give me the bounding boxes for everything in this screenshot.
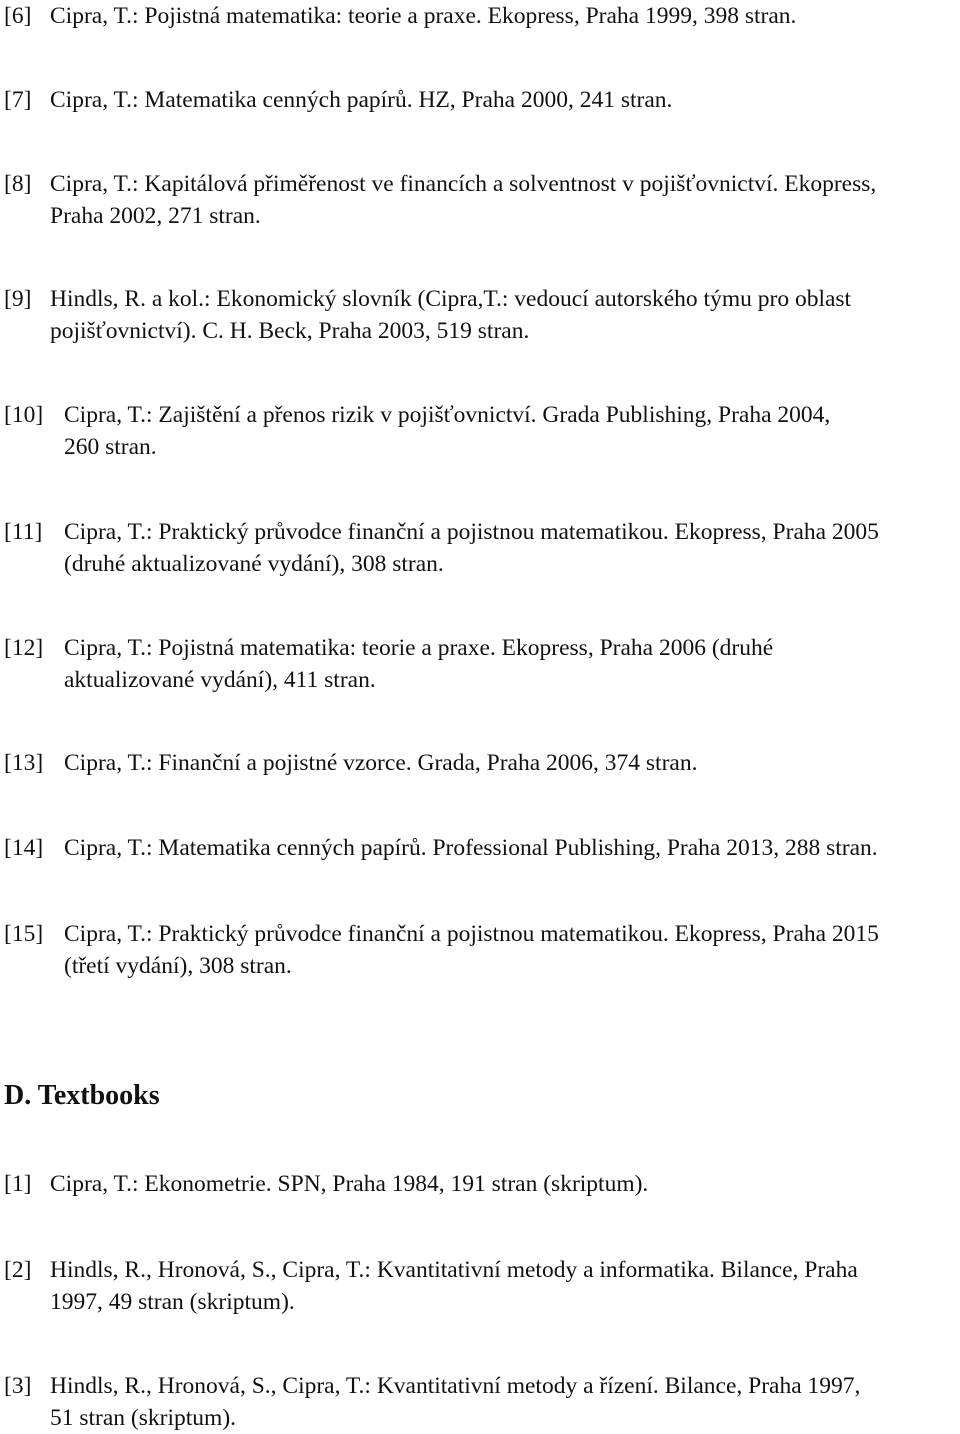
reference-number: [2] xyxy=(4,1257,32,1283)
textbook-item-2 xyxy=(4,1254,956,1318)
reference-text xyxy=(50,84,956,116)
reference-text xyxy=(64,632,956,696)
reference-line: Cipra, T.: Matematika cenných papírů. Professional Publishing, Praha 2013, 288 stran. xyxy=(64,835,878,861)
reference-line: Hindls, R., Hronová, S., Cipra, T.: Kvantitativní metody a informatika. Bilance, Praha xyxy=(50,1257,858,1283)
reference-text xyxy=(50,168,956,232)
reference-item-6 xyxy=(4,0,956,32)
reference-text xyxy=(64,747,956,779)
reference-number: [6] xyxy=(4,3,32,29)
reference-number: [13] xyxy=(4,750,44,776)
textbook-item-3 xyxy=(4,1370,956,1434)
reference-item-8 xyxy=(4,168,956,232)
reference-item-10 xyxy=(4,399,956,463)
reference-line: aktualizované vydání), 411 stran. xyxy=(64,667,376,693)
reference-line: Cipra, T.: Matematika cenných papírů. HZ, Praha 2000, 241 stran. xyxy=(50,87,673,113)
reference-line: Cipra, T.: Praktický průvodce finanční a pojistnou matematikou. Ekopress, Praha 2005 xyxy=(64,519,879,545)
reference-line: Cipra, T.: Pojistná matematika: teorie a praxe. Ekopress, Praha 1999, 398 stran. xyxy=(50,3,797,29)
reference-text xyxy=(50,1168,956,1200)
reference-number: [10] xyxy=(4,402,44,428)
reference-line: 260 stran. xyxy=(64,434,157,460)
reference-item-7 xyxy=(4,84,956,116)
reference-line: Hindls, R., Hronová, S., Cipra, T.: Kvantitativní metody a řízení. Bilance, Praha 1997, xyxy=(50,1373,861,1399)
reference-line: Hindls, R. a kol.: Ekonomický slovník (Cipra,T.: vedoucí autorského týmu pro oblast xyxy=(50,286,852,312)
reference-number: [15] xyxy=(4,921,44,947)
reference-text xyxy=(50,0,956,32)
reference-number: [12] xyxy=(4,635,44,661)
reference-number: [7] xyxy=(4,87,32,113)
reference-line: Cipra, T.: Praktický průvodce finanční a pojistnou matematikou. Ekopress, Praha 2015 xyxy=(64,921,879,947)
reference-number: [1] xyxy=(4,1171,32,1197)
reference-item-15 xyxy=(4,918,956,982)
reference-line: Cipra, T.: Zajištění a přenos rizik v pojišťovnictví. Grada Publishing, Praha 2004, xyxy=(64,402,831,428)
reference-line: Cipra, T.: Ekonometrie. SPN, Praha 1984, 191 stran (skriptum). xyxy=(50,1171,649,1197)
reference-item-12 xyxy=(4,632,956,696)
reference-text xyxy=(64,516,956,580)
textbook-item-1 xyxy=(4,1168,956,1200)
reference-text xyxy=(64,832,956,864)
reference-line: pojišťovnictví). C. H. Beck, Praha 2003, 519 stran. xyxy=(50,318,530,344)
reference-number: [3] xyxy=(4,1373,32,1399)
reference-item-14 xyxy=(4,832,956,864)
reference-text xyxy=(50,1254,956,1318)
reference-line: Cipra, T.: Kapitálová přiměřenost ve financích a solventnost v pojišťovnictví. Ekopress, xyxy=(50,171,877,197)
reference-line: 51 stran (skriptum). xyxy=(50,1405,237,1431)
reference-line: Cipra, T.: Finanční a pojistné vzorce. Grada, Praha 2006, 374 stran. xyxy=(64,750,698,776)
reference-number: [8] xyxy=(4,171,32,197)
reference-line: Cipra, T.: Pojistná matematika: teorie a praxe. Ekopress, Praha 2006 (druhé xyxy=(64,635,774,661)
reference-text xyxy=(64,399,956,463)
reference-text xyxy=(50,283,956,347)
reference-number: [9] xyxy=(4,286,32,312)
reference-line: Praha 2002, 271 stran. xyxy=(50,203,261,229)
reference-text xyxy=(50,1370,956,1434)
reference-text xyxy=(64,918,956,982)
reference-item-11 xyxy=(4,516,956,580)
reference-number: [11] xyxy=(4,519,43,545)
section-heading-textbooks: D. Textbooks xyxy=(4,1080,160,1111)
reference-line: (třetí vydání), 308 stran. xyxy=(64,953,292,979)
reference-number: [14] xyxy=(4,835,44,861)
reference-item-13 xyxy=(4,747,956,779)
reference-item-9 xyxy=(4,283,956,347)
reference-line: 1997, 49 stran (skriptum). xyxy=(50,1289,295,1315)
reference-line: (druhé aktualizované vydání), 308 stran. xyxy=(64,551,444,577)
